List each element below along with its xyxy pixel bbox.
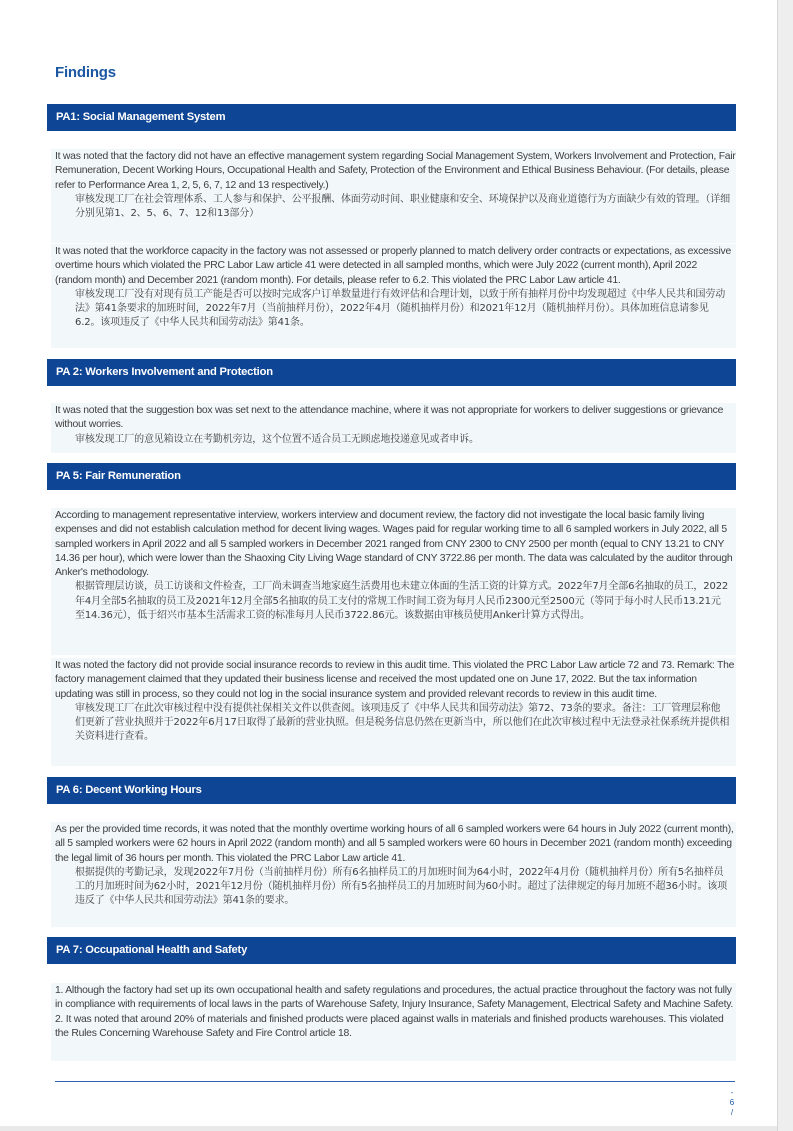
finding-text-en: It was noted the factory did not provide social insurance records to review in this audit time. This violated the PRC Labor Law article 72 and 73. Remark: The factory management claimed that they updated their business license and received the most updated one on June 17, 2022. But the tax information updating was still in process, so they could not log in the social insurance system and provided relevant records to review in this audit time. (55, 660, 735, 700)
finding-text-en: It was noted that the workforce capacity in the factory was not assessed or properly planned to match delivery order contracts or expectations, as excessive overtime hours which violated the PRC Labor Law article 41 were detected in all sampled months, which were July 2022 (current month), April 2022 (random month) and December 2021 (random month). For details, please refer to 6.2. This violated the PRC Labor Law article 41. (55, 246, 732, 286)
finding-text-en: As per the provided time records, it was noted that the monthly overtime working hours of all 6 sampled workers were 64 hours in July 2022 (current month), all 5 sampled workers were 62 hours in April 2022 (random month) and all 5 sampled workers were 60 hours in December 2021 (random month) exceeding the legal limit of 36 hours per month. This violated the PRC Labor Law article 41. (55, 824, 734, 864)
finding-block (51, 658, 736, 766)
finding-text-zh: 根据管理层访谈，员工访谈和文件检查，工厂尚未调查当地家庭生活费用也未建立体面的生活工资的计算方式。2022年7月全部6名抽取的员工，2022年4月全部5名抽取的员工及2021年12月全部5名抽取的员工支付的常规工作时间工资为每月人民币2300元至2500元（等同于每小时人民币13.21元至14.36元），低于绍兴市基本生活需求工资的标准每月人民币3722.86元。该数据由审核员使用Anker计算方式得出。 (75, 581, 729, 622)
finding-text-zh: 审核发现工厂的意见箱设立在考勤机旁边，这个位置不适合员工无顾虑地投递意见或者申诉。 (75, 433, 479, 445)
section-header-pa7: PA 7: Occupational Health and Safety (47, 937, 736, 964)
finding-text-en: It was noted that the suggestion box was set next to the attendance machine, where it was not appropriate for workers to deliver suggestions or grievance without worries. (55, 405, 724, 431)
section-header-pa1: PA1: Social Management System (47, 104, 736, 131)
finding-block (51, 822, 736, 927)
section-header-pa2: PA 2: Workers Involvement and Protection (47, 359, 736, 386)
viewer-scrollbar-track[interactable] (777, 0, 793, 1131)
page-number-slash: / (730, 1108, 734, 1117)
page-number-value: 6 (729, 1098, 735, 1107)
finding-block (51, 983, 736, 1061)
finding-text-zh: 审核发现工厂在社会管理体系、工人参与和保护、公平报酬、体面劳动时间、职业健康和安全、环境保护以及商业道德行为方面缺少有效的管理。（详细分别见第1、2、5、6、7、12和13部分） (75, 193, 730, 220)
page-title: Findings (55, 64, 116, 81)
finding-text-zh: 审核发现工厂没有对现有员工产能是否可以按时完成客户订单数量进行有效评估和合理计划，以致于所有抽样月份中均发现超过《中华人民共和国劳动法》第41条要求的加班时间，2022年7月（当前抽样月份），2022年4月（随机抽样月份）和2021年12月（随机抽样月份）。具体加班信息请参见6.2。该项违反了《中华人民共和国劳动法》第41条。 (75, 288, 726, 329)
finding-text-zh: 根据提供的考勤记录，发现2022年7月份（当前抽样月份）所有6名抽样员工的月加班时间为64小时，2022年4月份（随机抽样月份）所有5名抽样员工的月加班时间为62小时，2021年12月份（随机抽样月份）所有5名抽样员工的月加班时间为60小时。超过了法律规定的每月加班不超36小时。该项违反了《中华人民共和国劳动法》第41条的要求。 (75, 866, 728, 907)
finding-text-zh: 审核发现工厂在此次审核过程中没有提供社保相关文件以供查阅。该项违反了《中华人民共和国劳动法》第72、73条的要求。备注：工厂管理层称他们更新了营业执照并于2022年6月17日取得了最新的营业执照。但是税务信息仍然在更新当中，所以他们在此次审核过程中无法登录社保系统并提供相关资料进行查看。 (75, 702, 730, 743)
finding-block (51, 149, 736, 243)
page-number (728, 1088, 736, 1118)
finding-block (51, 403, 736, 453)
page-number-dash: - (730, 1088, 734, 1097)
section-header-pa6: PA 6: Decent Working Hours (47, 777, 736, 804)
footer-divider (55, 1081, 735, 1082)
finding-block (51, 244, 736, 348)
finding-text-en: It was noted that the factory did not have an effective management system regarding Social Management System, Workers Involvement and Protection, Fair Remuneration, Decent Working Hours, Occupational Health and Safety, Protection of the Environment and Ethical Business Behaviour. (For details, please refer to Performance Area 1, 2, 5, 6, 7, 12 and 13 respectively.) (55, 151, 736, 191)
finding-text-en: 1. Although the factory had set up its own occupational health and safety regulations and procedures, the actual practice throughout the factory was not fully in compliance with requirements of local laws in the parts of Warehouse Safety, Injury Insurance, Safety Management, Electrical Safety and Machine Safety. 2. It was noted that around 20% of materials and finished products were placed against walls in materials and finished products warehouses. This violated the Rules Concerning Warehouse Safety and Fire Control article 18. (55, 985, 734, 1039)
section-header-pa5: PA 5: Fair Remuneration (47, 463, 736, 490)
finding-text-en: According to management representative interview, workers interview and document review, the factory did not investigate the local basic family living expenses and did not establish calculation method for decent living wages. Wages paid for regular working time to all 6 sampled workers in July 2022, all 5 sampled workers in April 2022 and all 5 sampled workers in December 2021 ranged from CNY 2300 to CNY 2500 per month (equal to CNY 13.21 to CNY 14.36 per hour), which were lower than the Shaoxing City Living Wage standard of CNY 3722.86 per month. The data was calculated by the auditor through Anker's methodology. (55, 510, 733, 579)
finding-block (51, 508, 736, 655)
